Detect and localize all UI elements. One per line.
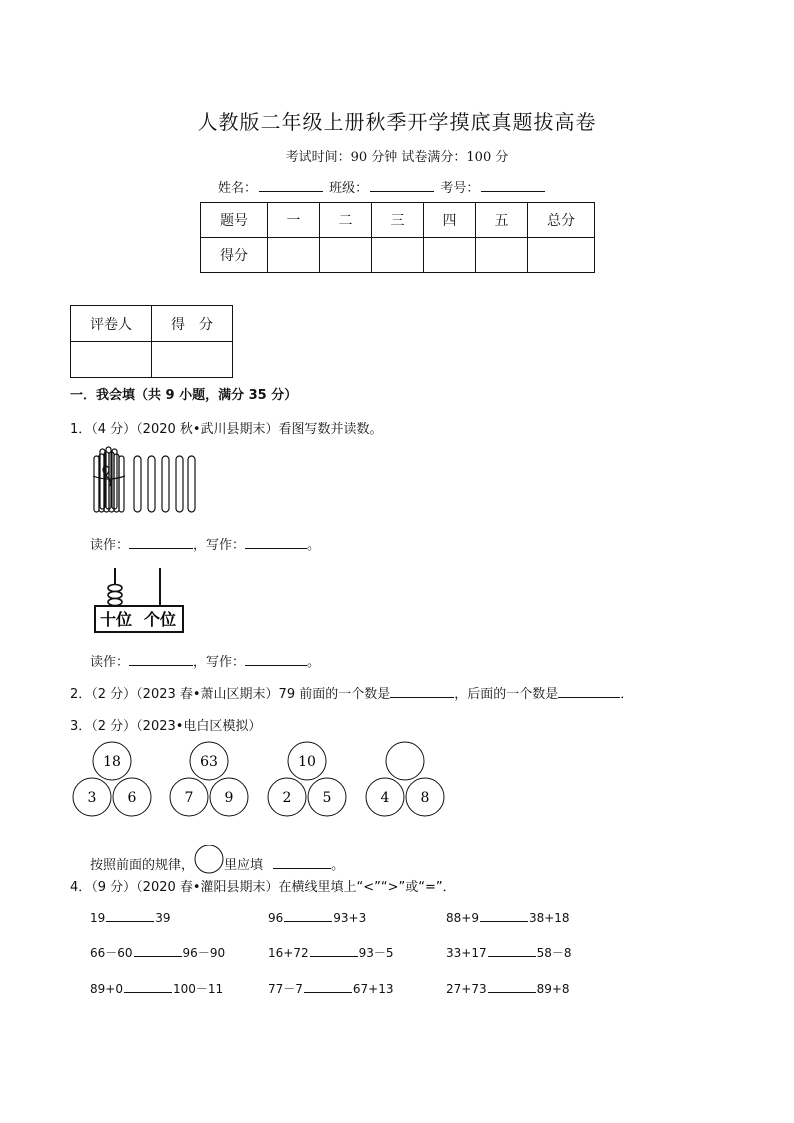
circle-right-value: 9 — [224, 790, 234, 806]
circle-top-value: 18 — [103, 754, 121, 770]
write-label: ，写作： — [193, 655, 246, 670]
rule-answer-blank[interactable] — [273, 855, 331, 869]
comparison-left: 96 — [268, 911, 284, 925]
comparison-left: 16+72 — [268, 946, 309, 960]
comparison-right: 39 — [155, 911, 171, 925]
score-header-cell: 一 — [268, 203, 320, 238]
score-table — [200, 202, 595, 273]
comparison-item — [446, 944, 572, 961]
grader-score-cell[interactable] — [152, 342, 233, 378]
rule-text-after: 里应填 — [224, 858, 264, 873]
exam-no-field[interactable] — [481, 178, 545, 192]
comparison-item — [446, 980, 570, 996]
grader-name-cell[interactable] — [71, 342, 152, 378]
grader-score-label: 得 分 — [152, 306, 233, 342]
circle-right-value: 5 — [322, 790, 332, 806]
comparison-left: 89+0 — [90, 982, 123, 996]
comparison-right: 89+8 — [536, 982, 570, 996]
circle-left-value: 7 — [184, 790, 194, 806]
comparison-item — [90, 944, 225, 961]
score-table-header-row — [201, 203, 595, 238]
circle-left-value: 4 — [380, 790, 390, 806]
question-2 — [70, 683, 633, 702]
score-cell[interactable] — [268, 238, 320, 273]
comparison-left: 27+73 — [446, 982, 487, 996]
comparison-right: 67+13 — [352, 982, 394, 996]
score-header-cell: 五 — [476, 203, 528, 238]
rule-text: 按照前面的规律， — [90, 858, 195, 873]
circle-group-4 — [366, 742, 444, 816]
comparison-right: 100－11 — [172, 982, 224, 996]
comparison-blank[interactable] — [134, 944, 182, 957]
comparison-item — [268, 944, 394, 961]
comparison-blank[interactable] — [124, 980, 172, 993]
sticks-image — [88, 446, 200, 516]
score-header-cell: 总分 — [528, 203, 595, 238]
circle-left-value: 2 — [282, 790, 292, 806]
abacus-bead — [108, 592, 122, 599]
abacus-bead — [108, 585, 122, 592]
page-title: 人教版二年级上册秋季开学摸底真题拔高卷 — [197, 110, 597, 134]
question-4-prompt: 4．（9 分）（2020 春•灌阳县期末）在横线里填上“<”“>”或“=”． — [70, 880, 456, 895]
name-field[interactable] — [259, 178, 323, 192]
circle-right-value: 8 — [420, 790, 430, 806]
circle-top-value: 10 — [298, 754, 316, 770]
question-2-middle: ，后面的一个数是 — [454, 687, 559, 702]
write-answer-blank[interactable] — [245, 652, 307, 666]
comparison-right: 96－90 — [182, 946, 226, 960]
score-cell[interactable] — [320, 238, 372, 273]
score-cell[interactable] — [424, 238, 476, 273]
comparison-item — [446, 909, 570, 925]
comparison-right: 38+18 — [528, 911, 570, 925]
read-answer-blank[interactable] — [129, 535, 193, 549]
exam-no-label: 考号： — [440, 181, 480, 196]
comparison-item — [268, 909, 366, 925]
circle-right-value: 6 — [127, 790, 137, 806]
circle-icon — [194, 845, 224, 875]
score-cell[interactable] — [528, 238, 595, 273]
write-answer-blank[interactable] — [245, 535, 307, 549]
read-label: 读作： — [90, 538, 130, 553]
score-header-cell: 题号 — [201, 203, 268, 238]
comparison-blank[interactable] — [304, 980, 352, 993]
comparison-right: 93－5 — [358, 946, 394, 960]
period: ． — [620, 687, 634, 702]
question-1-answer-line-2 — [90, 651, 320, 670]
comparison-blank[interactable] — [488, 980, 536, 993]
comparison-left: 66－60 — [90, 946, 133, 960]
period: 。 — [307, 655, 321, 670]
circle-top-value: 63 — [200, 754, 218, 770]
comparison-left: 88+9 — [446, 911, 479, 925]
comparison-blank[interactable] — [480, 909, 528, 922]
section-heading: 一．我会填（共 9 小题，满分 35 分） — [70, 388, 298, 403]
loose-sticks — [134, 456, 195, 512]
abacus-bead — [108, 599, 122, 606]
name-label: 姓名： — [218, 181, 258, 196]
question-2-prompt: 2．（2 分）（2023 春•萧山区期末）79 前面的一个数是 — [70, 687, 391, 702]
class-label: 班级： — [329, 181, 369, 196]
score-cell[interactable] — [476, 238, 528, 273]
score-table-score-row — [201, 238, 595, 273]
score-header-cell: 四 — [424, 203, 476, 238]
comparison-blank[interactable] — [488, 944, 536, 957]
question-1-answer-line-1 — [90, 534, 320, 553]
abacus-ones-label: 个位 — [143, 610, 177, 629]
stick-bundle — [93, 447, 125, 512]
read-answer-blank[interactable] — [129, 652, 193, 666]
comparison-left: 77－7 — [268, 982, 303, 996]
comparison-item — [90, 909, 171, 925]
grader-table — [70, 305, 233, 378]
comparison-right: 93+3 — [333, 911, 367, 925]
score-row-label: 得分 — [201, 238, 268, 273]
grader-label: 评卷人 — [71, 306, 152, 342]
circle-left-value: 3 — [87, 790, 97, 806]
abacus-image — [92, 566, 188, 634]
student-info-line — [218, 177, 547, 196]
abacus-tens-label: 十位 — [99, 610, 133, 629]
exam-info: 考试时间：90 分钟 试卷满分：100 分 — [285, 150, 509, 165]
score-header-cell: 三 — [372, 203, 424, 238]
comparison-right: 58－8 — [536, 946, 572, 960]
question-3-prompt: 3．（2 分）（2023•电白区模拟） — [70, 719, 262, 734]
comparison-item — [268, 980, 394, 997]
score-header-cell: 二 — [320, 203, 372, 238]
comparison-blank[interactable] — [106, 909, 154, 922]
read-label: 读作： — [90, 655, 130, 670]
comparison-item — [90, 980, 223, 997]
comparison-blank[interactable] — [310, 944, 358, 957]
comparison-blank[interactable] — [284, 909, 332, 922]
circle-pattern-figure — [70, 740, 450, 820]
comparison-left: 33+17 — [446, 946, 487, 960]
period: 。 — [331, 858, 345, 873]
period: 。 — [307, 538, 321, 553]
next-number-blank[interactable] — [558, 684, 620, 698]
previous-number-blank[interactable] — [390, 684, 454, 698]
score-cell[interactable] — [372, 238, 424, 273]
question-1-prompt: 1．（4 分）（2020 秋•武川县期末）看图写数并读数。 — [70, 422, 383, 437]
class-field[interactable] — [370, 178, 434, 192]
question-3-rule-line — [90, 845, 344, 875]
write-label: ，写作： — [193, 538, 246, 553]
empty-answer-circle[interactable] — [386, 742, 424, 780]
comparison-left: 19 — [90, 911, 106, 925]
